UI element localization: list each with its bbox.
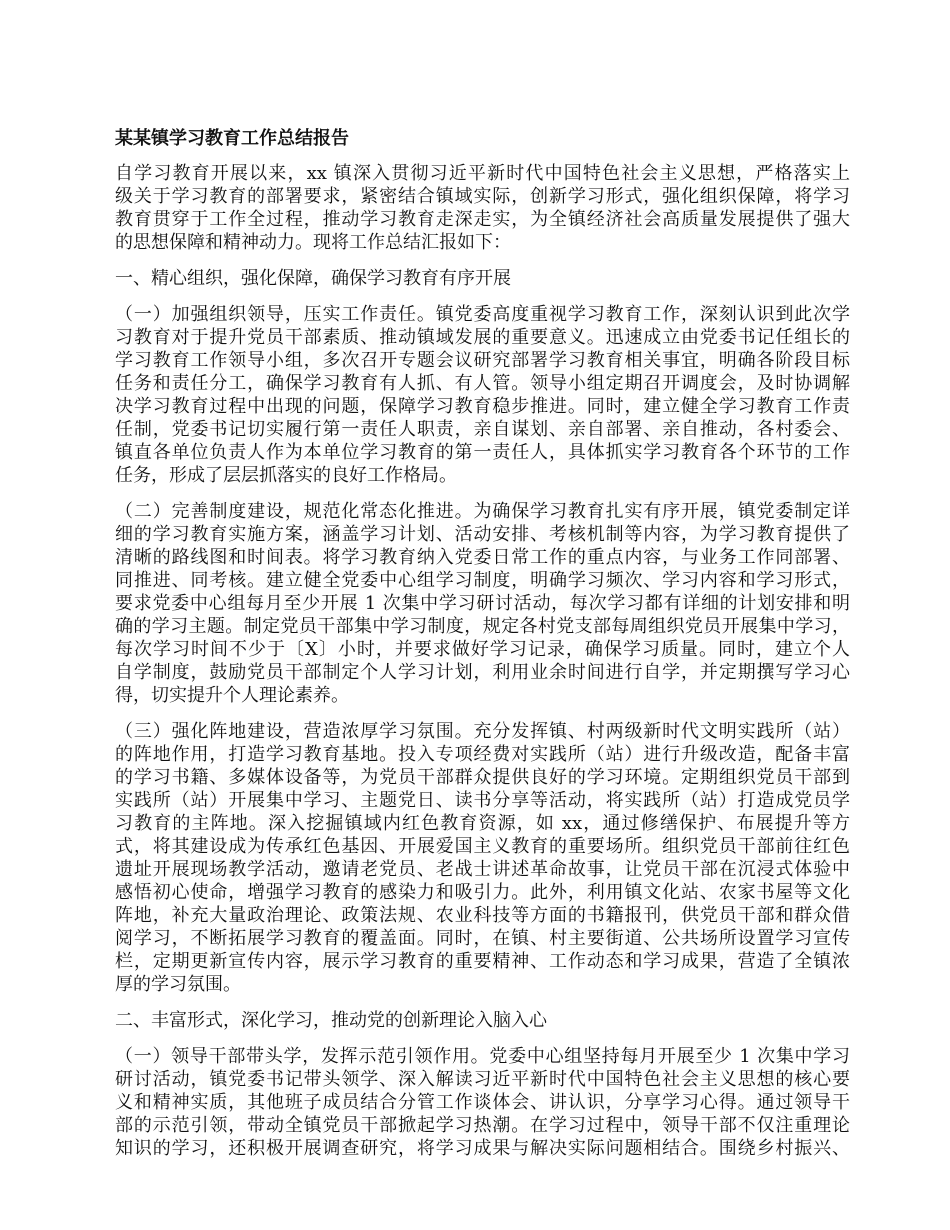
text-line: 一、精心组织，强化保障，确保学习教育有序开展 [115,268,511,289]
text-line: （一）领导干部带头学，发挥示范引领作用。党委中心组坚持每月开展至少 1 次集中学习 [115,1046,850,1067]
section-heading-1 [115,267,850,290]
paragraph-1-1 [115,303,850,487]
text-line: 实践所（站）开展集中学习、主题党日、读书分享等活动，将实践所（站）打造成党员学 [115,790,850,811]
text-line: 确的学习主题。制定党员干部集中学习制度，规定各村党支部每周组织党员开展集中学习， [115,616,850,637]
text-line: （二）完善制度建设，规范化常态化推进。为确保学习教育扎实有序开展，镇党委制定详 [115,501,850,522]
text-line: （三）强化阵地建设，营造浓厚学习氛围。充分发挥镇、村两级新时代文明实践所（站） [115,721,850,742]
text-line: 二、丰富形式，深化学习，推动党的创新理论入脑入心 [115,1010,547,1031]
text-line: 知识的学习，还积极开展调查研究，将学习成果与解决实际问题相结合。围绕乡村振兴、 [115,1138,850,1159]
text-line: 自学制度，鼓励党员干部制定个人学习计划，利用业余时间进行自学，并定期撰写学习心 [115,662,850,683]
text-line: 每次学习时间不少于〔X〕小时，并要求做好学习记录，确保学习质量。同时，建立个人 [115,639,850,660]
text-line: 得，切实提升个人理论素养。 [115,685,349,706]
section-heading-2 [115,1009,850,1032]
document-body [115,162,850,1160]
text-line: （一）加强组织领导，压实工作责任。镇党委高度重视学习教育工作，深刻认识到此次学 [115,304,850,325]
text-line: 研讨活动，镇党委书记带头领学、深入解读习近平新时代中国特色社会主义思想的核心要 [115,1069,850,1090]
text-line: 习教育对于提升党员干部素质、推动镇域发展的重要意义。迅速成立由党委书记任组长的 [115,327,850,348]
intro-paragraph [115,162,850,254]
text-line: 自学习教育开展以来，xx 镇深入贯彻习近平新时代中国特色社会主义思想，严格落实上 [115,163,850,184]
text-line: 的学习书籍、多媒体设备等，为党员干部群众提供良好的学习环境。定期组织党员干部到 [115,767,850,788]
text-line: 学习教育工作领导小组，多次召开专题会议研究部署学习教育相关事宜，明确各阶段目标 [115,350,850,371]
text-line: 习教育的主阵地。深入挖掘镇域内红色教育资源，如 xx，通过修缮保护、布展提升等方 [115,813,850,834]
text-line: 遗址开展现场教学活动，邀请老党员、老战士讲述革命故事，让党员干部在沉浸式体验中 [115,859,850,880]
text-line: 阵地，补充大量政治理论、政策法规、农业科技等方面的书籍报刊，供党员干部和群众借 [115,905,850,926]
text-line: 任务和责任分工，确保学习教育有人抓、有人管。领导小组定期召开调度会，及时协调解 [115,373,850,394]
text-line: 任制，党委书记切实履行第一责任人职责，亲自谋划、亲自部署、亲自推动，各村委会、 [115,419,850,440]
text-line: 要求党委中心组每月至少开展 1 次集中学习研讨活动，每次学习都有详细的计划安排和明 [115,593,850,614]
text-line: 义和精神实质，其他班子成员结合分管工作谈体会、讲认识，分享学习心得。通过领导干 [115,1092,850,1113]
text-line: 栏，定期更新宣传内容，展示学习教育的重要精神、工作动态和学习成果，营造了全镇浓 [115,951,850,972]
text-line: 级关于学习教育的部署要求，紧密结合镇域实际，创新学习形式，强化组织保障，将学习 [115,186,850,207]
text-line: 厚的学习氛围。 [115,974,241,995]
document-page [115,127,850,1173]
text-line: 决学习教育过程中出现的问题，保障学习教育稳步推进。同时，建立健全学习教育工作责 [115,396,850,417]
text-line: 细的学习教育实施方案，涵盖学习计划、活动安排、考核机制等内容，为学习教育提供了 [115,524,850,545]
text-line: 的阵地作用，打造学习教育基地。投入专项经费对实践所（站）进行升级改造，配备丰富 [115,744,850,765]
text-line: 部的示范引领，带动全镇党员干部掀起学习热潮。在学习过程中，领导干部不仅注重理论 [115,1115,850,1136]
document-title: 某某镇学习教育工作总结报告 [115,128,349,149]
text-line: 的思想保障和精神动力。现将工作总结汇报如下： [115,232,511,253]
paragraph-2-1 [115,1045,850,1160]
text-line: 教育贯穿于工作全过程，推动学习教育走深走实，为全镇经济社会高质量发展提供了强大 [115,209,850,230]
text-line: 感悟初心使命，增强学习教育的感染力和吸引力。此外，利用镇文化站、农家书屋等文化 [115,882,850,903]
text-line: 阅学习，不断拓展学习教育的覆盖面。同时，在镇、村主要街道、公共场所设置学习宣传 [115,928,850,949]
text-line: 清晰的路线图和时间表。将学习教育纳入党委日常工作的重点内容，与业务工作同部署、 [115,547,850,568]
text-line: 同推进、同考核。建立健全党委中心组学习制度，明确学习频次、学习内容和学习形式， [115,570,850,591]
text-line: 镇直各单位负责人作为本单位学习教育的第一责任人，具体抓实学习教育各个环节的工作 [115,442,850,463]
paragraph-1-3 [115,720,850,996]
text-line: 任务，形成了层层抓落实的良好工作格局。 [115,465,457,486]
text-line: 式，将其建设成为传承红色基因、开展爱国主义教育的重要场所。组织党员干部前往红色 [115,836,850,857]
paragraph-1-2 [115,500,850,707]
